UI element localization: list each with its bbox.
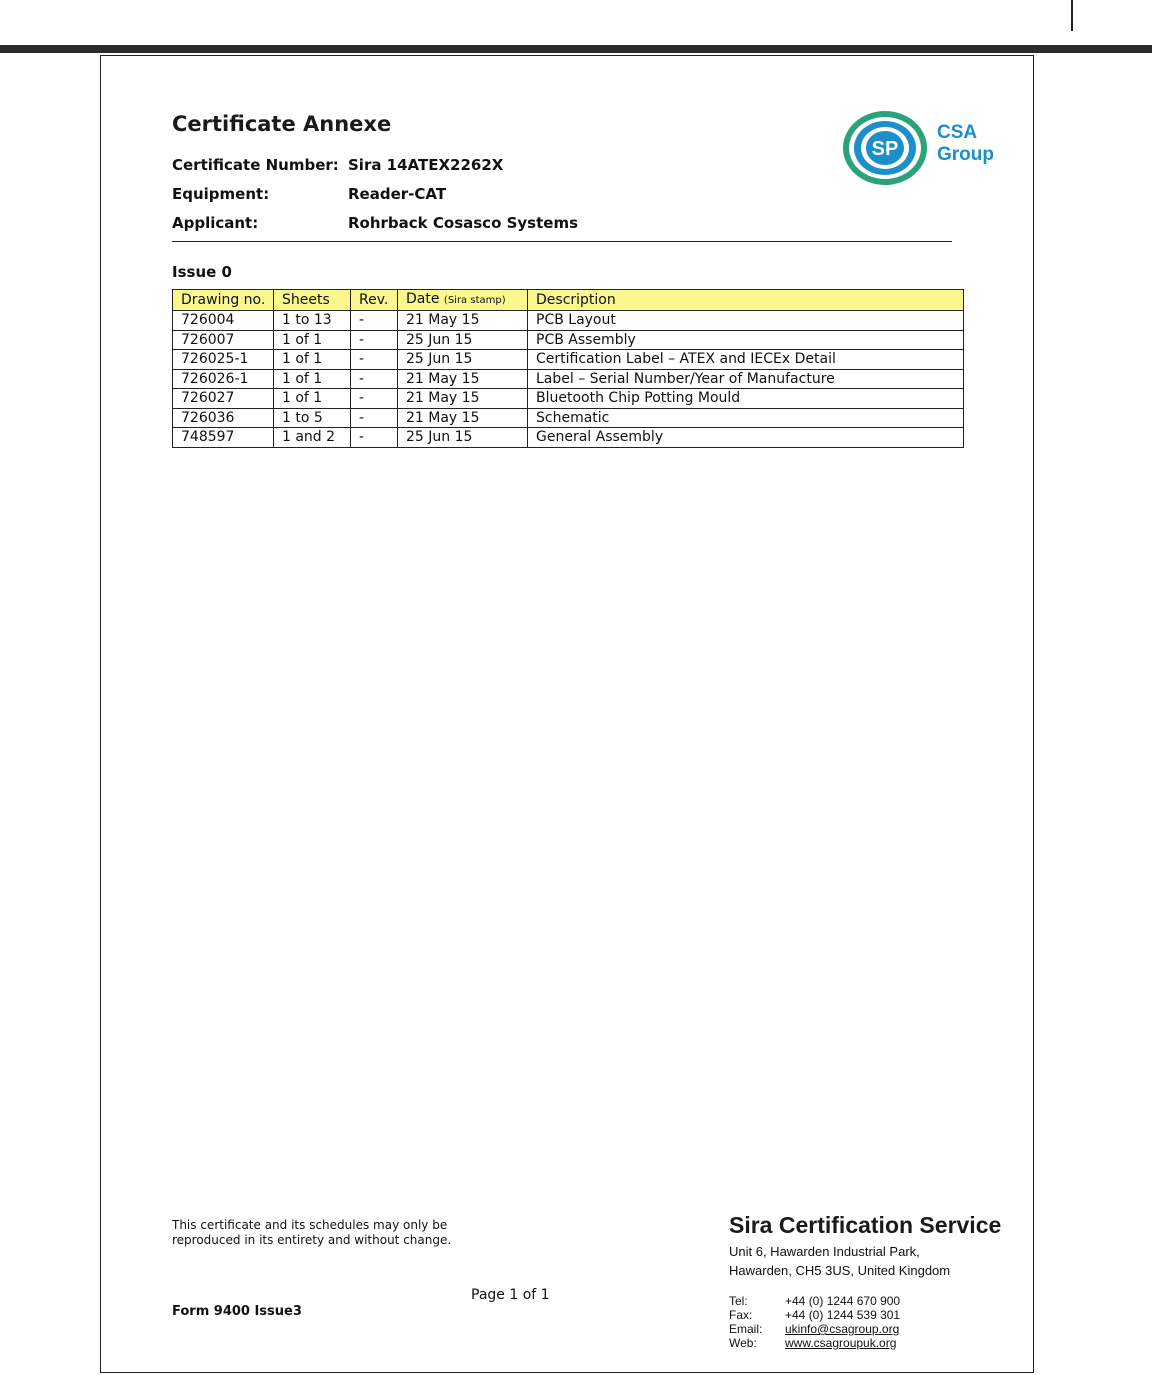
- cell-description: PCB Assembly: [528, 330, 964, 350]
- table-row: [173, 389, 964, 409]
- cell-sheets: 1 of 1: [274, 330, 351, 350]
- cell-drawing: 726036: [173, 408, 274, 428]
- form-identifier: Form 9400 Issue3: [172, 1304, 302, 1319]
- cell-description: General Assembly: [528, 428, 964, 448]
- header-divider: [172, 241, 952, 242]
- cell-rev: -: [351, 330, 398, 350]
- cell-date: 21 May 15: [398, 389, 528, 409]
- column-header-rev: Rev.: [351, 290, 398, 311]
- logo-wordmark: CSA Group: [937, 122, 994, 165]
- cell-description: PCB Layout: [528, 311, 964, 331]
- certificate-number-label: Certificate Number:: [172, 156, 339, 174]
- cell-date: 21 May 15: [398, 408, 528, 428]
- column-header-drawing: Drawing no.: [173, 290, 274, 311]
- cell-date: 21 May 15: [398, 369, 528, 389]
- web-link[interactable]: www.csagroupuk.org: [785, 1336, 897, 1350]
- certificate-page: Certificate Annexe Certificate Number: Sira 14ATEX2262X Equipment: Reader-CAT Applicant: Rohrback Cosasco Systems SP CSA Group Issue 0 Drawing no. Sheets Rev. Date (Sira stamp) Description 726004 1 to 13 - 21 May 15 PCB Layout 726007 1 of 1 - 25 Jun 15 PCB Assembly 726025-1 1 of 1 - 25 Jun 15 Certification Label – ATEX and IECEx Detail 726026-1 1 of 1 - 21 May 15 Label – Serial Number/Year of Manufacture 726027 1 of 1 - 21 May 15 Bluetooth Chip Potting Mould 726036 1 to 5 - 21 May 15 Schematic 748597 1 and 2 - 25 Jun 15 General Assembly This certificate and its schedules may only be reproduced in its entirety and without change. Form 9400 Issue3 Page 1 of 1 Sira Certification Service Unit 6, Hawarden Industrial Park, Hawarden, CH5 3US, United Kingdom Tel: +44 (0) 1244 670 900 Fax: +44 (0) 1244 539 301 Email: ukinfo@csagroup.org Web: www.csagroupuk.org: [100, 55, 1034, 1373]
- address-line-2: Hawarden, CH5 3US, United Kingdom: [729, 1263, 951, 1278]
- cell-sheets: 1 of 1: [274, 369, 351, 389]
- column-header-description: Description: [528, 290, 964, 311]
- cell-sheets: 1 of 1: [274, 389, 351, 409]
- column-header-sheets: Sheets: [274, 290, 351, 311]
- cell-sheets: 1 to 5: [274, 408, 351, 428]
- cell-rev: -: [351, 428, 398, 448]
- table-row: [173, 350, 964, 370]
- certificate-number-value: Sira 14ATEX2262X: [348, 156, 504, 174]
- cell-description: Bluetooth Chip Potting Mould: [528, 389, 964, 409]
- cell-rev: -: [351, 408, 398, 428]
- cell-drawing: 726025-1: [173, 350, 274, 370]
- cell-description: Certification Label – ATEX and IECEx Detail: [528, 350, 964, 370]
- reproduction-notice: This certificate and its schedules may only be reproduced in its entirety and without change.: [172, 1218, 452, 1247]
- cell-drawing: 726027: [173, 389, 274, 409]
- csa-logo-mark-icon: [841, 108, 933, 188]
- cell-drawing: 748597: [173, 428, 274, 448]
- email-link[interactable]: ukinfo@csagroup.org: [785, 1322, 900, 1336]
- table-row: [173, 408, 964, 428]
- csa-group-logo: [841, 108, 1001, 188]
- cell-sheets: 1 and 2: [274, 428, 351, 448]
- date-note: (Sira stamp): [443, 295, 506, 306]
- cell-description: Label – Serial Number/Year of Manufacture: [528, 369, 964, 389]
- applicant-value: Rohrback Cosasco Systems: [348, 214, 579, 232]
- equipment-value: Reader-CAT: [348, 185, 447, 203]
- cell-rev: -: [351, 350, 398, 370]
- drawings-table: [172, 289, 964, 448]
- table-row: [173, 311, 964, 331]
- address-line-1: Unit 6, Hawarden Industrial Park,: [729, 1244, 920, 1259]
- cell-sheets: 1 to 13: [274, 311, 351, 331]
- cell-description: Schematic: [528, 408, 964, 428]
- cell-rev: -: [351, 389, 398, 409]
- applicant-label: Applicant:: [172, 214, 259, 232]
- cell-sheets: 1 of 1: [274, 350, 351, 370]
- table-row: [173, 330, 964, 350]
- cell-rev: -: [351, 369, 398, 389]
- issue-heading: Issue 0: [172, 263, 232, 281]
- cell-drawing: 726026-1: [173, 369, 274, 389]
- page-number: Page 1 of 1: [471, 1287, 550, 1303]
- column-header-date: Date (Sira stamp): [398, 290, 528, 311]
- cell-date: 25 Jun 15: [398, 350, 528, 370]
- equipment-label: Equipment:: [172, 185, 270, 203]
- cell-date: 25 Jun 15: [398, 330, 528, 350]
- table-header-row: [173, 290, 964, 311]
- cell-rev: -: [351, 311, 398, 331]
- cell-date: 25 Jun 15: [398, 428, 528, 448]
- service-title: Sira Certification Service: [729, 1212, 1002, 1238]
- svg-text:SP: SP: [871, 138, 899, 160]
- top-divider-bar: [0, 45, 1152, 53]
- cell-date: 21 May 15: [398, 311, 528, 331]
- cell-drawing: 726007: [173, 330, 274, 350]
- page-title: Certificate Annexe: [172, 112, 392, 136]
- cell-drawing: 726004: [173, 311, 274, 331]
- top-tick-mark: [1071, 0, 1073, 31]
- table-row: [173, 428, 964, 448]
- table-row: [173, 369, 964, 389]
